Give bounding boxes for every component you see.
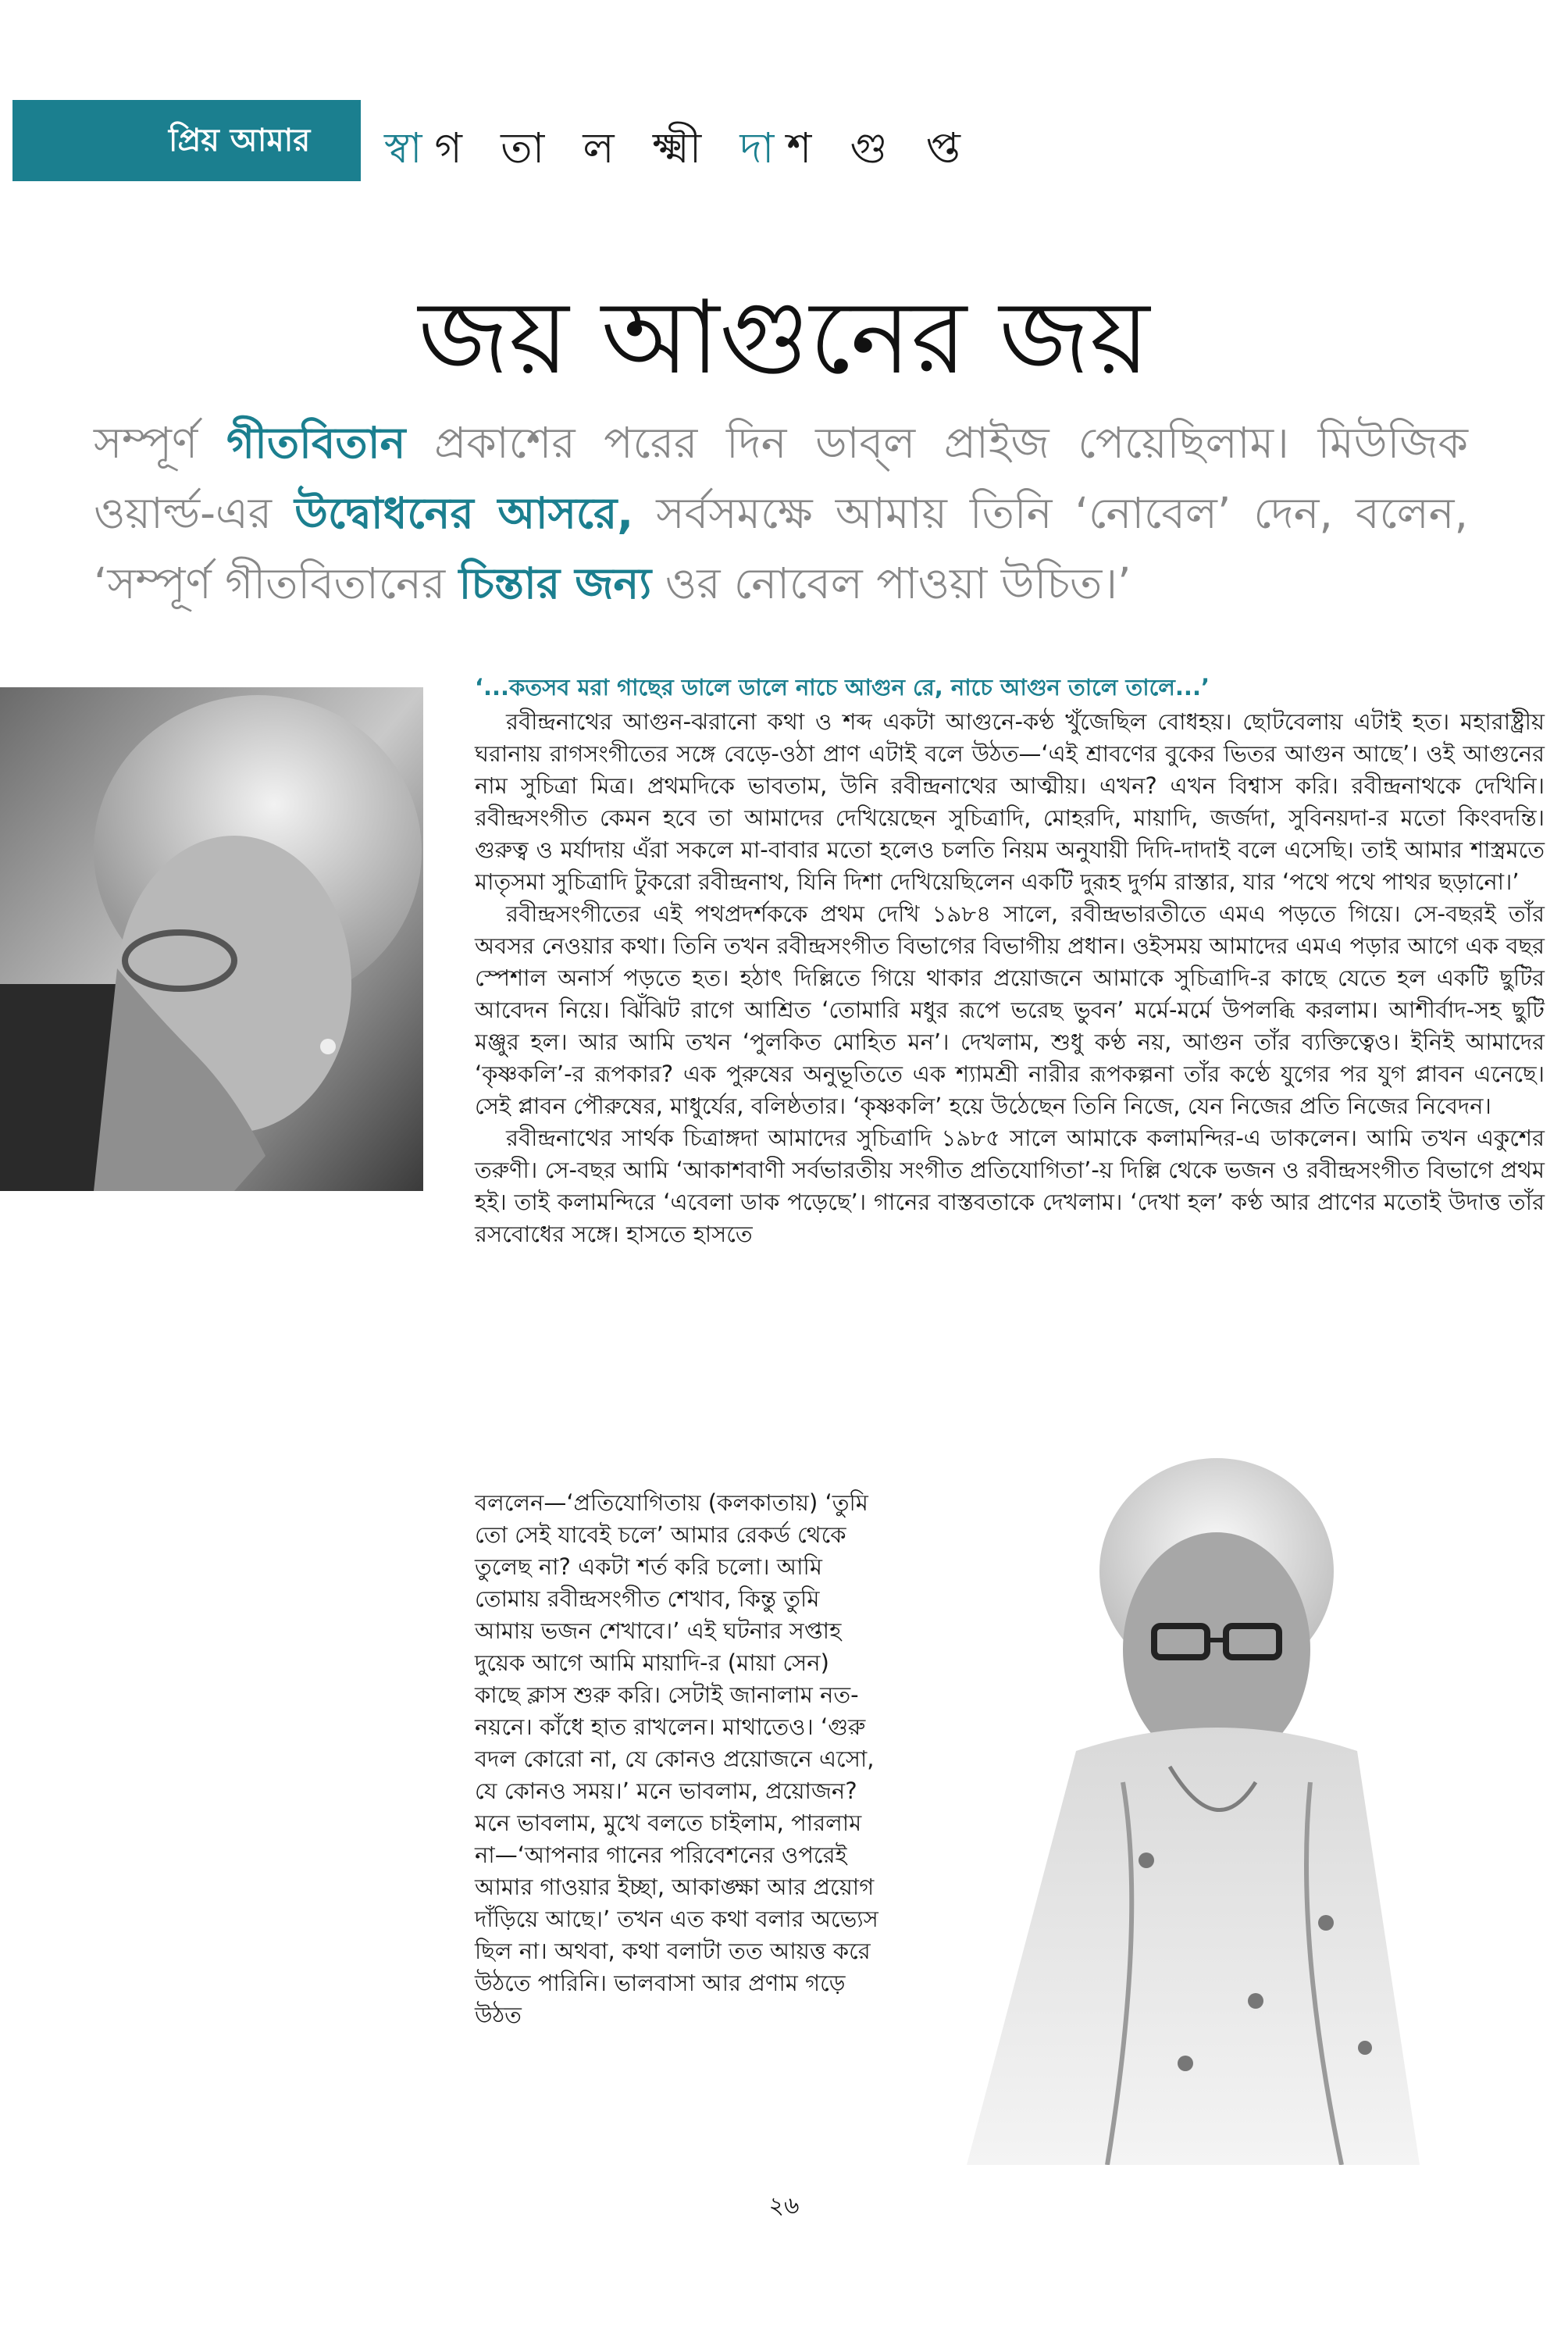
- section-tag: প্রিয় আমার: [12, 100, 361, 181]
- author-part-2: গ তা ল ক্ষ্মী: [434, 123, 715, 173]
- deck-highlight-1: গীতবিতান: [226, 418, 406, 468]
- body-paragraph: রবীন্দ্রনাথের আগুন-ঝরানো কথা ও শব্দ একটা আগুনে-কণ্ঠ খুঁজেছিল বোধহয়। ছোটবেলায় এটাই হত। মহারাষ্ট্রীয় ঘরানায় রাগসংগীতের সঙ্গে বেড়ে-ওঠা প্রাণ এটাই বলে উঠত—‘এই শ্রাবণের বুকের ভিতর আগুন আছে’। ওই আগুনের নাম সুচিত্রা মিত্র। প্রথমদিকে ভাবতাম, উনি রবীন্দ্রনাথের আত্মীয়। এখন? এখন বিশ্বাস করি। রবীন্দ্রনাথকে দেখিনি। রবীন্দ্রসংগীত কেমন হবে তা আমাদের দেখিয়েছেন সুচিত্রাদি, মোহরদি, মায়াদি, জর্জদা, সুবিনয়দা-র মতো কিংবদন্তি। গুরুত্ব ও মর্যাদায় এঁরা সকলে মা-বাবার মতো হলেও চলতি নিয়ম অনুযায়ী দিদি-দাদাই বলে এসেছি। তাই আমার শাস্ত্রমতে মাতৃসমা সুচিত্রাদি টুকরো রবীন্দ্রনাথ, যিনি দিশা দেখিয়েছিলেন একটি দুরূহ দুর্গম রাস্তার, যার ‘পথে পথে পাথর ছড়ানো।’: [475, 708, 1545, 895]
- page-number: ২৬: [768, 2192, 800, 2220]
- deck-highlight-2: উদ্বোধনের আসরে,: [294, 488, 634, 538]
- deck-text-3: সর্বসমক্ষে আমায় তিনি ‘নোবেল’ দেন, বলেন, ‘সম্পূর্ণ গীতবিতানের: [94, 488, 1468, 608]
- body-paragraph: রবীন্দ্রনাথের সার্থক চিত্রাঙ্গদা আমাদের সুচিত্রাদি ১৯৮৫ সালে আমাকে কলামন্দির-এ ডাকলেন। আমি তখন একুশের তরুণী। সে-বছর আমি ‘আকাশবাণী সর্বভারতীয় সংগীত প্রতিযোগিতা’-য় দিল্লি থেকে ভজন ও রবীন্দ্রসংগীত বিভাগে প্রথম হই। তাই কলামন্দিরে ‘এবেলা ডাক পড়েছে’। গানের বাস্তবতাকে দেখলাম। ‘দেখা হল’ কণ্ঠ আর প্রাণের মতোই উদাত্ত তাঁর রসবোধের সঙ্গে। হাসতে হাসতে: [475, 1125, 1545, 1247]
- article-deck: [94, 408, 1468, 619]
- body-paragraph-continued: বললেন—‘প্রতিযোগিতায় (কলকাতায়) ‘তুমি তো সেই যাবেই চলে’ আমার রেকর্ড থেকে তুলেছ না? একটা শর্ত করি চলো। আমি তোমায় রবীন্দ্রসংগীত শেখাব, কিন্তু তুমি আমায় ভজন শেখাবে।’ এই ঘটনার সপ্তাহ দুয়েক আগে আমি মায়াদি-র (মায়া সেন) কাছে ক্লাস শুরু করি। সেটাই জানালাম নত-নয়নে। কাঁধে হাত রাখলেন। মাথাতেও। ‘গুরু বদল কোরো না, যে কোনও প্রয়োজনে এসো, যে কোনও সময়।’ মনে ভাবলাম, প্রয়োজন? মনে ভাবলাম, মুখে বলতে চাইলাম, পারলাম না—‘আপনার গানের পরিবেশনের ওপরেই আমার গাওয়ার ইচ্ছা, আকাঙ্ক্ষা আর প্রয়োগ দাঁড়িয়ে আছে।’ তখন এত কথা বলার অভ্যেস ছিল না। অথবা, কথা বলাটা তত আয়ত্ত করে উঠতে পারিনি। ভালবাসা আর প্রণাম গড়ে উঠত: [475, 1489, 878, 2028]
- author-part-4: শ গু প্ত: [786, 123, 973, 173]
- portrait-photo-profile: [0, 687, 423, 1191]
- author-name: [384, 117, 973, 180]
- body-paragraph: রবীন্দ্রসংগীতের এই পথপ্রদর্শককে প্রথম দেখি ১৯৮৪ সালে, রবীন্দ্রভারতীতে এমএ পড়তে গিয়ে। সে-বছরই তাঁর অবসর নেওয়ার কথা। তিনি তখন রবীন্দ্রসংগীত বিভাগের বিভাগীয় প্রধান। ওইসময় আমাদের এমএ পড়ার আগে এক বছর স্পেশাল অনার্স পড়তে হত। হঠাৎ দিল্লিতে গিয়ে থাকার প্রয়োজনে আমাকে সুচিত্রাদি-র কাছে যেতে হল একটি ছুটির আবেদন নিয়ে। ঝিঁঝিট রাগে আশ্রিত ‘তোমারি মধুর রূপে ভরেছ ভুবন’ মর্মে-মর্মে উপলব্ধি করলাম। আশীর্বাদ-সহ ছুটি মঞ্জুর হল। আর আমি তখন ‘পুলকিত মোহিত মন’। দেখলাম, শুধু কণ্ঠ নয়, আগুন তাঁর ব্যক্তিত্বেও। ইনিই আমাদের ‘কৃষ্ণকলি’-র রূপকার? এক পুরুষের অনুভূতিতে এক শ্যামশ্রী নারীর রূপকল্পনা তাঁর কণ্ঠে যুগের পর যুগ প্লাবন এনেছে। সেই প্লাবন পৌরুষের, মাধুর্যের, বলিষ্ঠতার। ‘কৃষ্ণকলি’ হয়ে উঠেছেন তিনি নিজে, যেন নিজের প্রতি নিজের নিবেদন।: [475, 900, 1545, 1119]
- author-part-1: স্বা: [384, 123, 435, 173]
- lead-quote: ‘...কতসব মরা গাছের ডালে ডালে নাচে আগুন রে, নাচে আগুন তালে তালে...’: [475, 674, 1210, 701]
- deck-text-4: ওর নোবেল পাওয়া উচিত।’: [651, 558, 1131, 608]
- deck-text-1: সম্পূর্ণ: [94, 418, 227, 468]
- author-part-3: দা: [739, 123, 787, 173]
- article-body-main: [475, 706, 1545, 1250]
- portrait-photo-shawl: [889, 1454, 1515, 2165]
- deck-highlight-3: চিন্তার জন্য: [458, 558, 652, 608]
- article-title: জয় আগুনের জয়: [418, 278, 1150, 397]
- article-body-continued: [475, 1487, 881, 2031]
- deck-text-2: প্রকাশের পরের দিন ডাব্‌ল প্রাইজ পেয়েছিলাম। মিউজিক ওয়ার্ল্ড-এর: [94, 418, 1468, 538]
